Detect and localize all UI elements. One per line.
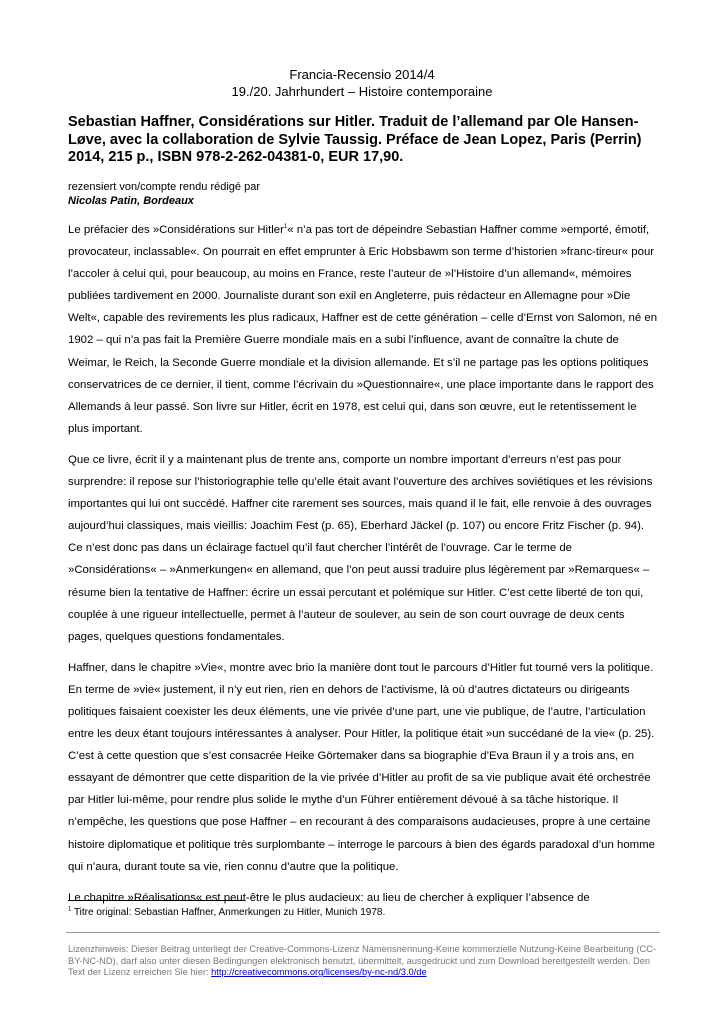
review-title: Sebastian Haffner, Considérations sur Hitler. Traduit de l’allemand par Ole Hansen-Løve, avec la collaboration de Sylvie Taussig. Préface de Jean Lopez, Paris (Perrin) 2014, 215 p., ISBN 978-2-262-04381-0, EUR 17,90. <box>68 114 642 165</box>
footnote-mark: 1 <box>68 906 72 913</box>
review-body <box>68 219 660 918</box>
paragraph-3: Haffner, dans le chapitre »Vie«, montre avec brio la manière dont tout le parcours d’Hitler fut tourné vers la politique. En terme de »vie« justement, il n’y eut rien, rien en dehors de l’activisme, là où d’autres dictateurs ou dirigeants politiques faisaient coexister les deux éléments, une vie privée d’une part, une vie publique, de l’autre, l’articulation entre les deux étant toujours intéressantes à analyser. Pour Hitler, la politique était »un succédané de la vie« (p. 25). C’est à cette question que s’est consacrée Heike Görtemaker dans sa biographie d’Eva Braun il y a trois ans, en essayant de démontrer que cette disparition de la vie privée d’Hitler au profit de sa vie publique avait été orchestrée par Hitler lui-même, pour rendre plus solide le mythe d’un Führer entièrement dévoué à sa tâche historique. Il n’empêche, les questions que pose Haffner – en recourant à des comparaisons audacieuses, propre à une certaine histoire diplomatique et politique très surplombante – interroge le parcours à bien des égards paradoxal d’un homme qui n’aura, durant toute sa vie, rien connu d’autre que la politique. <box>68 661 655 873</box>
paragraph-1-rest: « n’a pas tort de dépeindre Sebastian Haffner comme »emporté, émotif, provocateur, inclassable«. On pourrait en effet emprunter à Eric Hobsbawm son terme d’historien »franc-tireur« pour l’accoler à celui qui, pour beaucoup, au moins en France, reste l’auteur de »l’Histoire d’un allemand«, mémoires publiées tardivement en 2000. Journaliste durant son exil en Angleterre, puis rédacteur en Allemagne pour »Die Welt«, capable des revirements les plus radicaux, Haffner est de cette génération – celle d’Ernst von Salomon, né en 1902 – qui n’a pas fait la Première Guerre mondiale mais en a subi l’influence, avant de connaître la chute de Weimar, le Reich, la Seconde Guerre mondiale et la division allemande. Et s’il ne partage pas les options politiques conservatrices de ce dernier, il tient, comme l’écrivain du »Questionnaire«, une place importante dans le rapport des Allemands à leur passé. Son livre sur Hitler, écrit en 1978, est celui qui, dans son œuvre, eut le retentissement le plus important. <box>68 224 658 435</box>
paragraph-4: Le chapitre »Réalisations« est peut-être le plus audacieux: au lieu de chercher à expliquer l’absence de <box>68 891 590 904</box>
license-separator <box>66 932 660 933</box>
page-header <box>0 66 724 100</box>
paragraph-2: Que ce livre, écrit il y a maintenant plus de trente ans, comporte un nombre important d’erreurs n’est pas pour surprendre: il repose sur l’historiographie telle qu’elle était avant l’ouverture des archives soviétiques et les révisions importantes qui lui ont succédé. Haffner cite rarement ses sources, mais quand il le fait, elle renvoie à des ouvrages aujourd’hui classiques, mais vieillis: Joachim Fest (p. 65), Eberhard Jäckel (p. 107) ou encore Fritz Fischer (p. 94). Ce n’est donc pas dans un éclairage factuel qu’il faut chercher l’intérêt de l’ouvrage. Car le terme de »Considérations« – »Anmerkungen« en allemand, que l’on peut aussi traduire plus légèrement par »Remarques« – résume bien la tentative de Haffner: écrire un essai percutant et polémique sur Hitler. C’est cette liberté de ton qui, couplée à une rigueur intellectuelle, permet à l’auteur de soulever, au sein de son court ouvrage de deux cents pages, quelques questions fondamentales. <box>68 453 653 643</box>
license-text: Lizenzhinweis: Dieser Beitrag unterliegt der Creative-Commons-Lizenz Namensnennung-Keine kommerzielle Nutzung-Keine Bearbeitung (CC-BY-NC-ND), darf also unter diesen Bedingungen elektronisch benutzt, übermittelt, ausgedruckt und zum Download bereitgestellt werden. Den Text der Lizenz erreichen Sie hier: <box>68 944 657 978</box>
license-link[interactable]: http://creativecommons.org/licenses/by-nc-nd/3.0/de <box>211 967 427 978</box>
footnote-separator <box>68 900 244 901</box>
footnote-reference[interactable]: 1 <box>283 224 288 231</box>
paragraph-1 <box>68 219 660 440</box>
journal-line: Francia-Recensio 2014/4 <box>289 67 435 82</box>
footnote-text: Titre original: Sebastian Haffner, Anmerkungen zu Hitler, Munich 1978. <box>71 907 386 918</box>
reviewer-name: Nicolas Patin, Bordeaux <box>68 195 194 207</box>
reviewer-block <box>68 180 662 208</box>
paragraph-1-start: Le préfacier des »Considérations sur Hitler <box>68 224 284 236</box>
section-line: 19./20. Jahrhundert – Histoire contemporaine <box>231 84 493 99</box>
reviewer-label: rezensiert von/compte rendu rédigé par <box>68 181 260 193</box>
footnote <box>68 906 662 919</box>
license-notice <box>68 944 662 979</box>
